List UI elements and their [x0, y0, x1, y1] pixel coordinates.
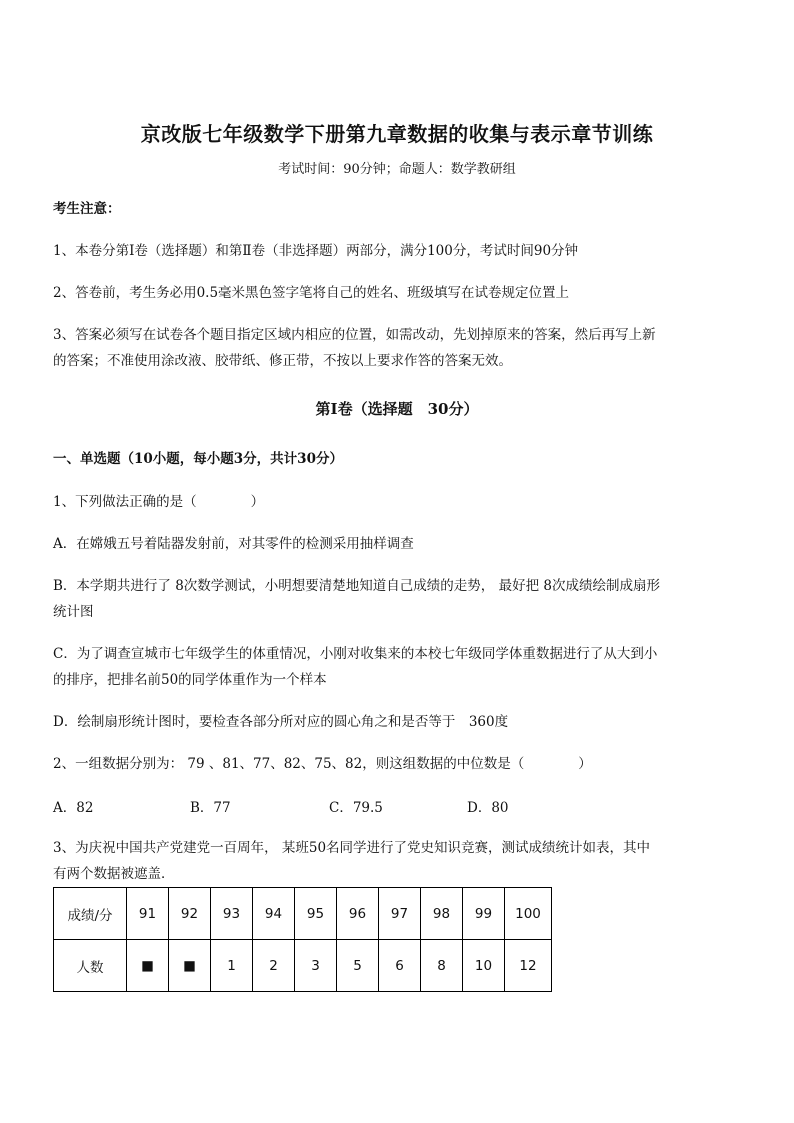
q3-stem-continued: 有两个数据被遮盖． [53, 866, 175, 882]
table-header-count: 人数 [54, 940, 127, 992]
table-cell: 96 [337, 888, 379, 940]
table-cell: 1 [211, 940, 253, 992]
q1-stem: 1、下列做法正确的是（ ） [53, 494, 265, 510]
q1-option-d: D．绘制扇形统计图时，要检查各部分所对应的圆心角之和是否等于 360度 [53, 714, 509, 730]
score-table [53, 887, 552, 992]
exam-title: 京改版七年级数学下册第九章数据的收集与表示章节训练 [140, 122, 654, 146]
q1-option-c-continued: 的排序，把排名前50的同学体重作为一个样本 [53, 672, 327, 688]
table-cell: 97 [379, 888, 421, 940]
table-cell: 6 [379, 940, 421, 992]
table-cell: 99 [463, 888, 505, 940]
q1-option-c: C．为了调查宣城市七年级学生的体重情况，小刚对收集来的本校七年级同学体重数据进行了从大到小 [53, 646, 658, 662]
notice-heading: 考生注意： [53, 201, 121, 217]
q1-option-a: A．在嫦娥五号着陆器发射前，对其零件的检测采用抽样调查 [53, 536, 414, 552]
table-cell: 98 [421, 888, 463, 940]
table-row-scores [54, 888, 552, 940]
table-cell: 8 [421, 940, 463, 992]
table-cell: 100 [505, 888, 552, 940]
table-cell: 91 [127, 888, 169, 940]
notice-item-3: 3、答案必须写在试卷各个题目指定区域内相应的位置，如需改动，先划掉原来的答案，然后再写上新 [53, 327, 656, 343]
table-cell: ■ [169, 940, 211, 992]
q2-stem: 2、一组数据分别为： 79 、81、77、82、75、82，则这组数据的中位数是（ ） [53, 756, 592, 772]
q2-option-d: D．80 [467, 800, 509, 816]
section1-heading: 一、单选题（10小题，每小题3分，共计30分） [53, 451, 343, 467]
q2-option-a: A．82 [53, 800, 94, 816]
table-cell: 3 [295, 940, 337, 992]
table-header-score: 成绩/分 [54, 888, 127, 940]
notice-item-1: 1、本卷分第Ⅰ卷（选择题）和第Ⅱ卷（非选择题）两部分，满分100分，考试时间90分钟 [53, 243, 579, 259]
table-cell: 2 [253, 940, 295, 992]
table-cell: 12 [505, 940, 552, 992]
table-cell: 10 [463, 940, 505, 992]
notice-item-2: 2、答卷前，考生务必用0.5毫米黑色签字笔将自己的姓名、班级填写在试卷规定位置上 [53, 285, 570, 301]
table-cell: 93 [211, 888, 253, 940]
notice-item-3-continued: 的答案；不准使用涂改液、胶带纸、修正带，不按以上要求作答的答案无效。 [53, 353, 512, 369]
exam-subtitle: 考试时间：90分钟；命题人：数学教研组 [278, 162, 516, 177]
q2-options [53, 796, 573, 820]
table-row-counts [54, 940, 552, 992]
part1-title: 第Ⅰ卷（选择题 30分） [315, 400, 479, 418]
table-cell: 95 [295, 888, 337, 940]
q2-option-b: B．77 [190, 800, 231, 816]
table-cell: ■ [127, 940, 169, 992]
table-cell: 92 [169, 888, 211, 940]
q1-option-b-continued: 统计图 [53, 604, 94, 620]
table-cell: 5 [337, 940, 379, 992]
table-cell: 94 [253, 888, 295, 940]
q2-option-c: C．79.5 [329, 800, 383, 816]
q3-stem: 3、为庆祝中国共产党建党一百周年， 某班50名同学进行了党史知识竞赛，测试成绩统计如表，其中 [53, 840, 651, 856]
q1-option-b: B．本学期共进行了 8次数学测试，小明想要清楚地知道自己成绩的走势， 最好把 8次成绩绘制成扇形 [53, 578, 660, 594]
